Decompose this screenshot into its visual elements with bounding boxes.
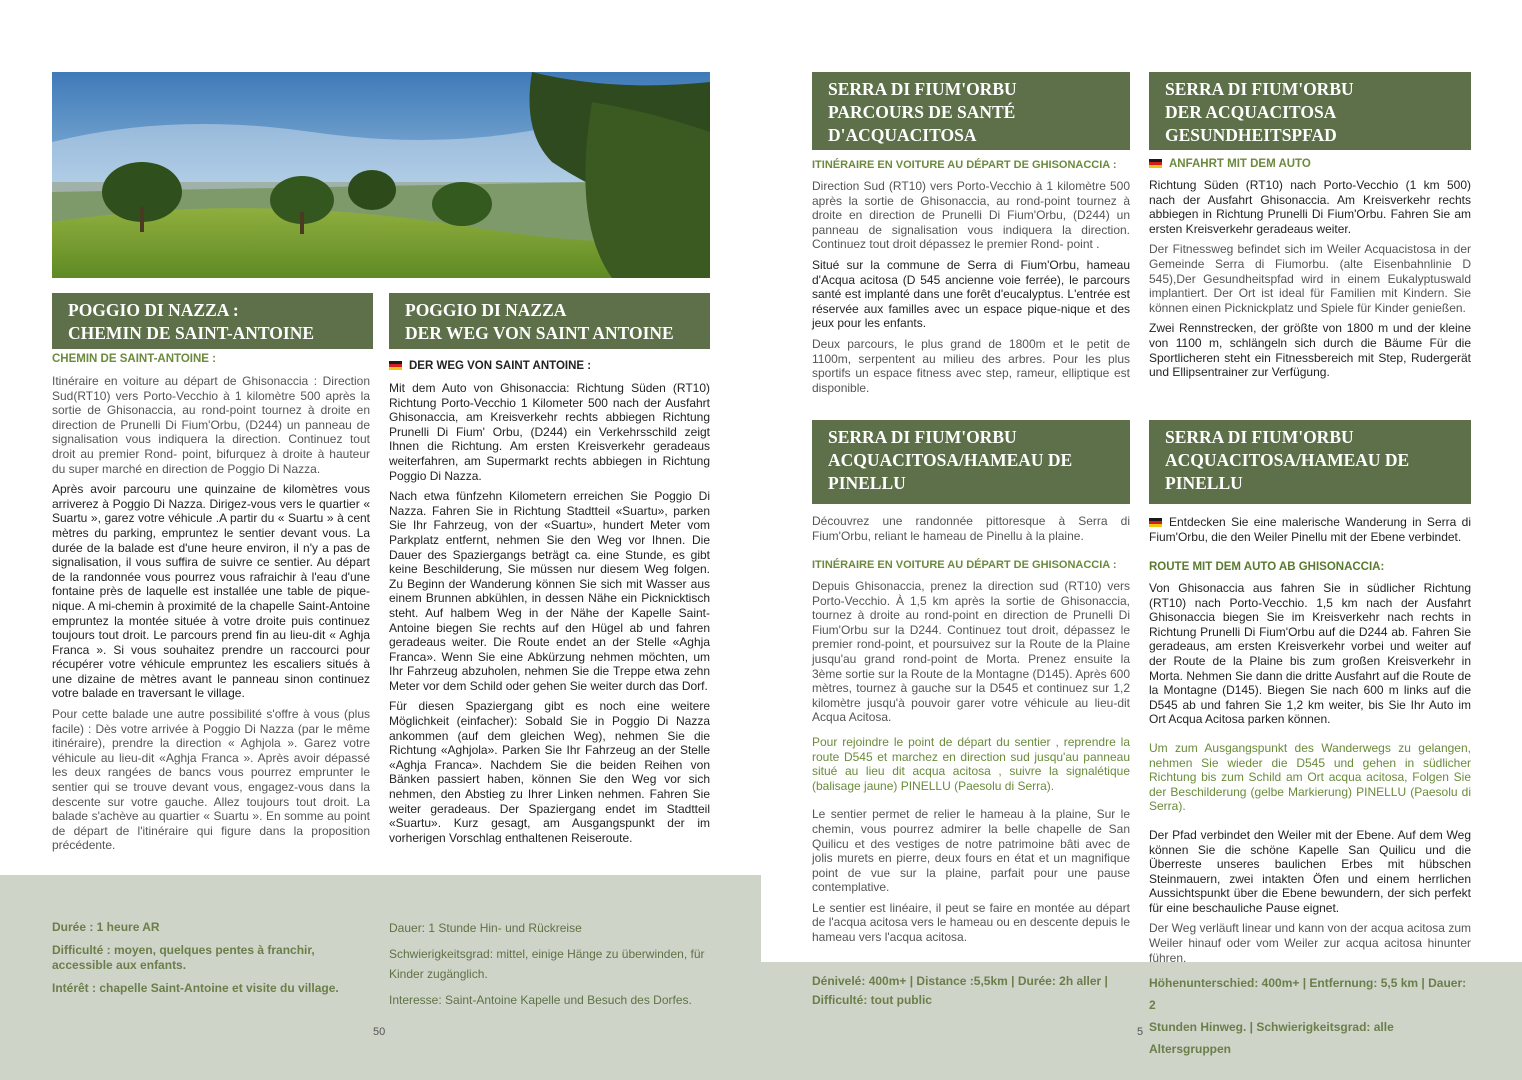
footer-info-de (389, 918, 710, 1016)
body-pinellu-de (1149, 581, 1471, 971)
paragraph: Direction Sud (RT10) vers Porto-Vecchio à 1 kilomètre 500 après la sortie de Ghisonaccia, au rond-point tournez à droite en direction de Prunelli Di Fium'Orbu, (D244) un panneau de signalisation vous indiquera la direction. Continuez tout droit dépassez le premier Rond- point . (812, 179, 1130, 252)
subtitle-de: ROUTE MIT DEM AUTO AB GHISONACCIA: (1149, 561, 1385, 573)
paragraph: Zwei Rennstrecken, der größte von 1800 m und der kleine von 1100 m, schlängeln sich durch die Bäume Für die Sportlicheren steht ein Fitnessbereich mit Step, Rudergerät und Ellipsentrainer zur Verfügung. (1149, 321, 1471, 380)
german-flag-icon (1149, 159, 1162, 168)
footer-info-de: Höhenunterschied: 400m+ | Entfernung: 5,5 km | Dauer: 2 Stunden Hinweg. | Schwierigkeitsgrad: alle Altersgruppen (1149, 976, 1467, 1056)
paragraph: Nach etwa fünfzehn Kilometern erreichen Sie Poggio Di Nazza. Fahren Sie in Richtung Stadtteil «Suartu», parken Sie Ihr Fahrzeug, von der «Suartu», hundert Meter vom Parkplatz entfernt, nehmen Sie den Weg vor Ihnen. Die Dauer des Spaziergangs beträgt ca. eine Stunde, es gibt keine Beschilderung, Sie müssen nur diesem Weg folgen. Zu Beginn der Wanderung können Sie sich mit Wasser aus einem Brunnen abkühlen, in dessen Nähe ein Picknicktisch steht. Auf halbem Weg in der Nähe der Kapelle Saint-Antoine biegen Sie rechts auf den Hügel ab und fahren geradeaus weiter. Die Route endet an der Stelle «Aghja Franca». Wenn Sie eine Abkürzung nehmen möchten, um Ihr Fahrzeug abzuholen, nehmen Sie die Treppe etwa zehn Meter vor dem Schild oder gehen Sie weiter durch das Dorf. (389, 489, 710, 693)
duration: Dauer: 1 Stunde Hin- und Rückreise (389, 921, 582, 935)
title-poggio-fr: POGGIO DI NAZZA : CHEMIN DE SAINT-ANTOINE (52, 293, 373, 349)
paragraph: Après avoir parcouru une quinzaine de kilomètres vous arriverez à Poggio Di Nazza. Dirigez-vous vers le quartier « Suartu », garez votre véhicule .A partir du « Suartu » à cent mètres du parking, empruntez le sentier devant vous. La durée de la balade est d'une heure environ, il n'y a pas de signalisation, il vous suffira de suivre ce sentier. Au départ de la randonnée vous pourrez vous rafraichir à l'eau d'une fontaine près de laquelle est installée une table de pique-nique. A mi-chemin à proximité de la chapelle Saint-Antoine empruntez la montée située à votre droite puis continuez toujours tout droit. Le parcours prend fin au lieu-dit « Aghja Franca ». Si vous souhaitez prendre un raccourci pour récupérer votre véhicule empruntez les escaliers situés à une dizaine de mètres avant le panneau sinon continuez votre balade en traversant le village. (52, 482, 370, 701)
right-page (761, 0, 1522, 1080)
paragraph: Découvrez une randonnée pittoresque à Serra di Fium'Orbu, reliant le hameau de Pinellu à la plaine. (812, 514, 1130, 543)
paragraph: Der Pfad verbindet den Weiler mit der Ebene. Auf dem Weg können Sie die schöne Kapelle San Quilicu und die Überreste unseres baulichen Erbes mit hübschen Steinmauern, zwei intakten Öfen und einem herrlichen Aussichtspunkt über die Ebene bewundern, der sich perfekt für eine beschauliche Pause eignet. (1149, 827, 1471, 915)
title-gesundheitspfad-de: SERRA DI FIUM'ORBU DER ACQUACITOSA GESUNDHEITSPFAD (1149, 72, 1471, 150)
duration: Durée : 1 heure AR (52, 920, 160, 934)
paragraph: Pour cette balade une autre possibilité s'offre à vous (plus facile) : Dès votre arrivée à Poggio Di Nazza (par le même itinéraire), prendre la direction « Aghjola ». Garez votre véhicule au lieu-dit «Aghja Franca ». Après avoir dépassé les deux rangées de bancs vous pourrez emprunter le sentier qui se trouve devant vous, engagez-vous dans la descente sur votre gauche. Allez toujours tout droit. La balade s'achève au quartier « Suartu ». En somme au point de départ de l'itinéraire qui figure dans la proposition précédente. (52, 707, 370, 853)
paragraph: Für diesen Spaziergang gibt es noch eine weitere Möglichkeit (einfacher): Sobald Sie in Poggio Di Nazza ankommen (auf dem gleichen Weg), nehmen Sie die Richtung «Aghjola». Parken Sie Ihr Fahrzeug an der Stelle «Aghja Franca». Nachdem Sie die beiden Reihen von Bänken passiert haben, können Sie den Weg vor sich nehmen, den Abstieg zu Ihrer Linken nehmen. Fahren Sie weiter geradeaus. Der Spaziergang endet im Stadtteil «Suartu». Kurz gesagt, am Ausgangspunkt der im vorherigen Vorschlag enthaltenen Reiseroute. (389, 699, 710, 845)
interest: Intérêt : chapelle Saint-Antoine et visite du village. (52, 981, 339, 995)
landscape-photo (52, 72, 710, 278)
body-pinellu-fr (812, 579, 1130, 951)
german-flag-icon (1149, 518, 1162, 527)
body-parcours-fr (812, 179, 1130, 401)
paragraph: Der Weg verläuft linear und kann von der acqua acitosa zum Weiler hinauf oder vom Weiler zur acqua acitosa hinunter führen. (1149, 921, 1471, 965)
paragraph: Der Fitnessweg befindet sich im Weiler Acquacistosa in der Gemeinde Serra di Fiumorbu. (alte Eisenbahnlinie D 545),Der Gesundheitspfad wird in einem Eukalyptuswald implantiert. Der Ort ist ideal für Familien mit Kindern. Sie können einen Picknickplatz und Spiele für Kinder genießen. (1149, 242, 1471, 315)
title-parcours-sante-fr: SERRA DI FIUM'ORBU PARCOURS DE SANTÉ D'ACQUACITOSA (812, 72, 1130, 150)
title-pinellu-de: SERRA DI FIUM'ORBU ACQUACITOSA/HAMEAU DE PINELLU (1149, 420, 1471, 504)
paragraph: Le sentier est linéaire, il peut se faire en montée au départ de l'acqua acitosa vers le hameau ou en descente depuis le hameau vers l'acqua acitosa. (812, 900, 1130, 945)
difficulty: Difficulté : moyen, quelques pentes à franchir, accessible aux enfants. (52, 943, 315, 972)
intro-pinellu-fr (812, 514, 1130, 549)
body-de (389, 381, 710, 851)
title-poggio-de: POGGIO DI NAZZA DER WEG VON SAINT ANTOINE (389, 293, 710, 349)
body-gesundheitspfad-de (1149, 178, 1471, 386)
paragraph: Situé sur la commune de Serra di Fium'Orbu, hameau d'Acqua acitosa (D 545 ancienne voie ferrée), le parcours santé est implanté dans une forêt d'eucalyptus. L'entrée est réservée aux familles avec un espace pique-nique et des jeux pour les enfants. (812, 257, 1130, 331)
footer-info-fr (52, 920, 370, 1004)
intro-pinellu-de (1149, 515, 1471, 550)
body-fr (52, 374, 370, 859)
interest: Interesse: Saint-Antoine Kapelle und Besuch des Dorfes. (389, 993, 692, 1007)
paragraph: Le sentier permet de relier le hameau à la plaine, Sur le chemin, vous pourrez admirer la belle chapelle de San Quilicu et des vestiges de notre patrimoine bâti avec de jolis murets en pierre, deux fours en état et un magnifique point de vue sur la plaine, parfait pour une pause contemplative. (812, 807, 1130, 895)
page-number: 50 (373, 1026, 386, 1038)
subtitle-fr: ITINÉRAIRE EN VOITURE AU DÉPART DE GHISONACCIA : (812, 159, 1117, 171)
paragraph: Pour rejoindre le point de départ du sentier , reprendre la route D545 et marchez en direction sud jusqu'au panneau situé au lieu dit acqua acitosa , suivre la signalétique (balisage jaune) PINELLU (Paesolu di Serra). (812, 734, 1130, 793)
paragraph: Um zum Ausgangspunkt des Wanderwegs zu gelangen, nehmen Sie wieder die D545 und gehen in südlicher Richtung bis zum Schild am Ort acqua acitosa, Folgen Sie der Beschilderung (gelbe Markierung) PINELLU (Paesolu di Serra). (1149, 740, 1471, 814)
paragraph: Itinéraire en voiture au départ de Ghisonaccia : Direction Sud(RT10) vers Porto-Vecchio à 1 kilomètre 500 après la sortie de Ghisonaccia, au rond-point tournez à droite en direction de Prunelli Di Fium'Orbu, (D244) un panneau de signalisation vous indiquera la direction. Continuez tout droit au premier Rond- point, bifurquez à droite à hauteur du super marché en direction de Poggio Di Nazza. (52, 374, 370, 476)
paragraph: Deux parcours, le plus grand de 1800m et le petit de 1100m, serpentent au milieu des arbres. Pour les plus sportifs un espace fitness avec step, rameur, elliptique est disponible. (812, 336, 1130, 395)
paragraph: Depuis Ghisonaccia, prenez la direction sud (RT10) vers Porto-Vecchio. À 1,5 km après la sortie de Ghisonaccia, tournez à droite au rond-point en direction de Prunelli Di Fium'Orbu sur la D244. Continuez tout droit, dépassez le premier rond-point, et poursuivez sur la Route de la Plaine jusqu'au grand rond-point de Morta. Prenez ensuite la 3ème sortie sur la Route de la Montagne (D145). Après 600 mètres, tournez à gauche sur la D545 et continuez sur 1,2 kilomètre jusqu'à pouvoir garer votre véhicule au lieu-dit Acqua Acitosa. (812, 579, 1130, 725)
paragraph: Entdecken Sie eine malerische Wanderung in Serra di Fium'Orbu, die den Weiler Pinellu mit der Ebene verbindet. (1149, 515, 1471, 544)
title-pinellu-fr: SERRA DI FIUM'ORBU ACQUACITOSA/HAMEAU DE PINELLU (812, 420, 1130, 504)
subtitle-fr: CHEMIN DE SAINT-ANTOINE : (52, 353, 216, 365)
subtitle-de: DER WEG VON SAINT ANTOINE : (389, 360, 591, 372)
paragraph: Richtung Süden (RT10) nach Porto-Vecchio (1 km 500) nach der Ausfahrt Ghisonaccia. Am Kreisverkehr rechts abbiegen in Richtung Prunelli Di Fium'Orbu. Fahren Sie am ersten Kreisverkehr geradeaus weiter. (1149, 178, 1471, 236)
footer-info-fr: Dénivelé: 400m+ | Distance :5,5km | Durée: 2h aller | Difficulté: tout public (812, 974, 1108, 1007)
german-flag-icon (389, 361, 402, 370)
subtitle-de: ANFAHRT MIT DEM AUTO (1149, 158, 1311, 170)
page-number: 5 (1137, 1026, 1144, 1038)
subtitle-fr: ITINÉRAIRE EN VOITURE AU DÉPART DE GHISONACCIA : (812, 559, 1117, 571)
paragraph: Mit dem Auto von Ghisonaccia: Richtung Süden (RT10) Richtung Porto-Vecchio 1 Kilometer 500 nach der Ausfahrt Ghisonaccia, am Kreisverkehr rechts abbiegen Richtung Prunelli Di Fium' Orbu, (D244) ein Verkehrsschild zeigt Ihnen die Richtung. Am ersten Kreisverkehr geradeaus weiterfahren, am Supermarkt rechts abbiegen in Richtung Poggio Di Nazza. (389, 381, 710, 483)
difficulty: Schwierigkeitsgrad: mittel, einige Hänge zu überwinden, für Kinder zugänglich. (389, 947, 705, 981)
paragraph: Von Ghisonaccia aus fahren Sie in südlicher Richtung (RT10) nach Porto-Vecchio. 1,5 km nach der Ausfahrt Ghisonaccia biegen Sie im Kreisverkehr nach rechts in Richtung Prunelli Di Fium'Orbu auf die D244 ab. Fahren Sie geradeaus, am ersten Kreisverkehr vorbei und weiter auf der Route de la Plaine bis zum großen Kreisverkehr in Morta. Nehmen Sie dann die dritte Ausfahrt auf die Route de la Montagne (D145). Biegen Sie nach 600 m links auf die D545 ab und fahren Sie 1,2 km weiter, bis Sie Ihr Auto im Ort Acqua Acitosa parken können. (1149, 581, 1471, 727)
